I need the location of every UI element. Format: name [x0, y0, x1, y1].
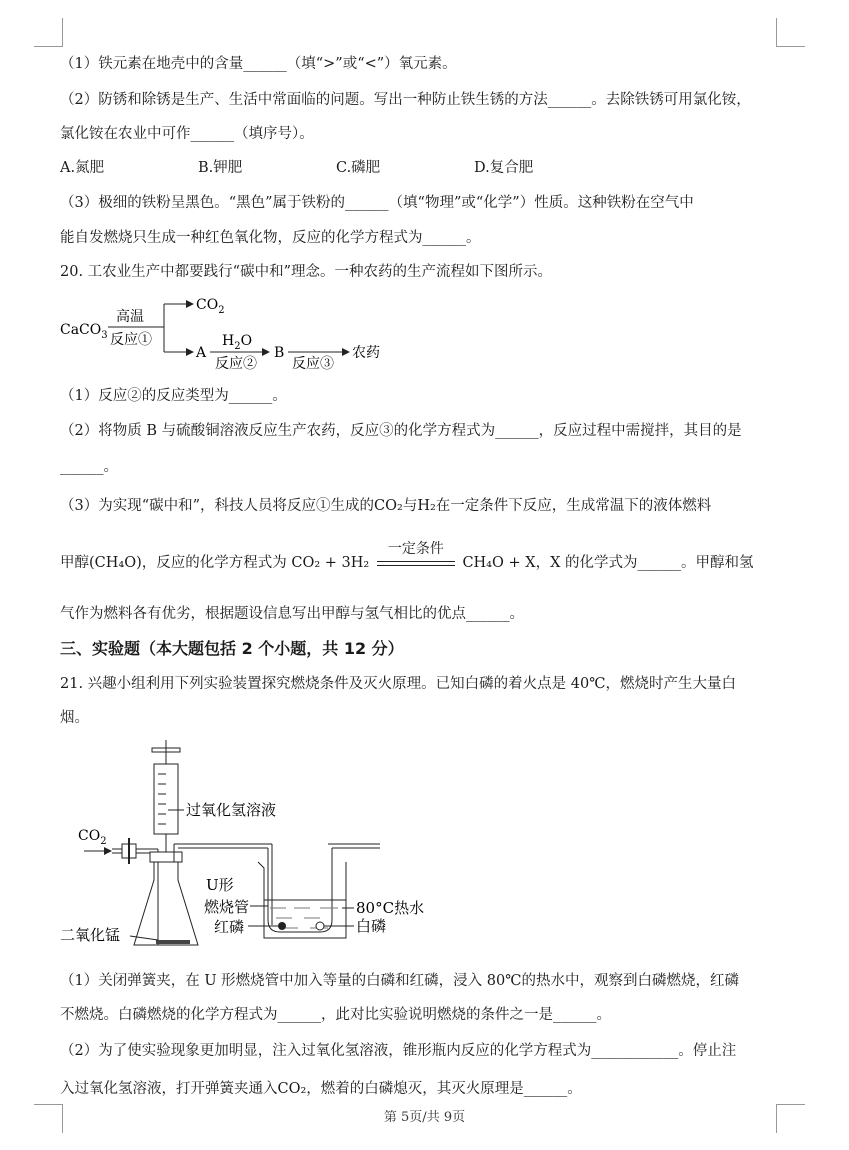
flow-upper-arrow — [186, 300, 194, 308]
label-co2-sub: 2 — [100, 836, 107, 847]
flow-h2o-h: H — [222, 333, 235, 349]
flow-r3-arrow — [342, 348, 350, 356]
q20-part2-line1: （2）将物质 B 与硫酸铜溶液反应生产农药，反应③的化学方程式为______，反应过程中需搅拌，其目的是 — [60, 423, 742, 439]
white-phosphorus — [316, 922, 324, 930]
q19-part2-line2: 氯化铵在农业中可作______（填序号）。 — [60, 126, 314, 142]
flow-r3: 反应③ — [292, 356, 334, 372]
label-u-tube-2: 燃烧管 — [204, 898, 250, 916]
q20-eq-post: CH₄O + X，X 的化学式为______。甲醇和氢 — [462, 555, 754, 571]
crop-mark-top-left — [34, 18, 63, 47]
label-co2: CO — [78, 828, 101, 844]
eq-condition-arrow — [377, 541, 455, 573]
flow-final: 农药 — [352, 345, 380, 361]
flow-h2o-o: O — [240, 333, 253, 349]
svg-text:H2O — [222, 333, 252, 352]
q21-stem-line1: 21. 兴趣小组利用下列实验装置探究燃烧条件及灭火原理。已知白磷的着火点是 40℃，燃烧时产生大量白 — [60, 676, 736, 692]
option-d: D.复合肥 — [474, 160, 534, 176]
q20-part2-line2: ______。 — [60, 459, 118, 475]
q20-part3-line2 — [60, 541, 754, 573]
flow-lower-arrow — [186, 348, 194, 356]
eq-line-2 — [377, 565, 455, 566]
svg-text:CO2 — [78, 828, 107, 847]
flow-product-top: CO — [196, 297, 219, 313]
svg-text:CaCO3 — [60, 322, 108, 341]
apparatus-diagram — [58, 740, 438, 955]
conical-flask — [134, 862, 198, 945]
option-a: A.氮肥 — [60, 160, 105, 176]
eq-condition: 一定条件 — [387, 541, 444, 557]
mno2-powder — [156, 940, 190, 944]
flow-reactant: CaCO — [60, 322, 102, 338]
option-b: B.钾肥 — [198, 160, 243, 176]
flow-product-top-sub: 2 — [218, 305, 225, 316]
q20-part3-line1: （3）为实现“碳中和”，科技人员将反应①生成的CO₂与H₂在一定条件下反应，生成常温下的液体燃料 — [60, 498, 712, 514]
q20-part3-line3: 气作为燃料各有优劣，根据题设信息写出甲醇与氢气相比的优点______。 — [60, 606, 524, 622]
q21-part2-line1: （2）为了使实验现象更加明显，注入过氧化氢溶液，锥形瓶内反应的化学方程式为____________。停止注 — [60, 1043, 737, 1059]
q19-part3-line2: 能自发燃烧只生成一种红色氧化物，反应的化学方程式为______。 — [60, 230, 481, 246]
co2-arrow-head — [104, 847, 112, 855]
q21-part1-line2: 不燃烧。白磷燃烧的化学方程式为______，此对比实验说明燃烧的条件之一是______。 — [60, 1007, 611, 1023]
q19-part1: （1）铁元素在地壳中的含量______（填“>”或“<”）氧元素。 — [60, 56, 457, 72]
flow-r2-arrow — [262, 348, 270, 356]
eq-line-1 — [377, 561, 455, 562]
q19-options — [60, 158, 612, 178]
q19-part2-line1: （2）防锈和除锈是生产、生活中常面临的问题。写出一种防止铁生锈的方法______。去除铁锈可用氯化铵， — [60, 92, 751, 108]
flow-reactant-sub: 3 — [101, 330, 108, 341]
flow-diagram — [58, 290, 398, 372]
flow-cond-bottom: 反应① — [110, 332, 152, 348]
label-u-tube-1: U形 — [206, 876, 234, 894]
label-mno2: 二氧化锰 — [60, 926, 121, 944]
label-h2o2: 过氧化氢溶液 — [186, 801, 277, 819]
stopper — [150, 852, 182, 862]
mno2-pointer — [130, 936, 158, 940]
label-hot-water: 80°C热水 — [356, 899, 425, 917]
syringe-scale — [158, 774, 166, 824]
flow-B: B — [274, 345, 285, 361]
crop-mark-top-right — [776, 18, 805, 47]
label-white-p: 白磷 — [356, 917, 387, 935]
flow-r2: 反应② — [215, 356, 257, 372]
q21-stem-line2: 烟。 — [60, 710, 89, 726]
flow-A: A — [196, 345, 207, 361]
q21-part2-line2: 入过氧化氢溶液，打开弹簧夹通入CO₂，燃着的白磷熄灭，其灭火原理是______。 — [60, 1081, 582, 1097]
svg-text:CO2 — [196, 297, 225, 316]
q20-eq-pre: 甲醇(CH₄O)，反应的化学方程式为 CO₂ + 3H₂ — [60, 555, 370, 571]
q19-part3-line1: （3）极细的铁粉呈黑色。“黑色”属于铁粉的______（填“物理”或“化学”）性质。这种铁粉在空气中 — [60, 195, 694, 211]
q21-part1-line1: （1）关闭弹簧夹，在 U 形燃烧管中加入等量的白磷和红磷，浸入 80℃的热水中，观察到白磷燃烧，红磷 — [60, 973, 739, 989]
section-3-title: 三、实验题（本大题包括 2 个小题，共 12 分） — [60, 639, 404, 658]
label-red-p: 红磷 — [214, 918, 245, 936]
flow-cond-top: 高温 — [116, 309, 144, 325]
red-phosphorus — [278, 922, 286, 930]
option-c: C.磷肥 — [336, 160, 381, 176]
page-footer: 第 5页/共 9页 — [383, 1110, 466, 1125]
q20-stem: 20. 工农业生产中都要践行“碳中和”理念。一种农药的生产流程如下图所示。 — [60, 264, 552, 280]
flow-h2o-sub: 2 — [234, 341, 241, 352]
q20-part1: （1）反应②的反应类型为______。 — [60, 388, 287, 404]
